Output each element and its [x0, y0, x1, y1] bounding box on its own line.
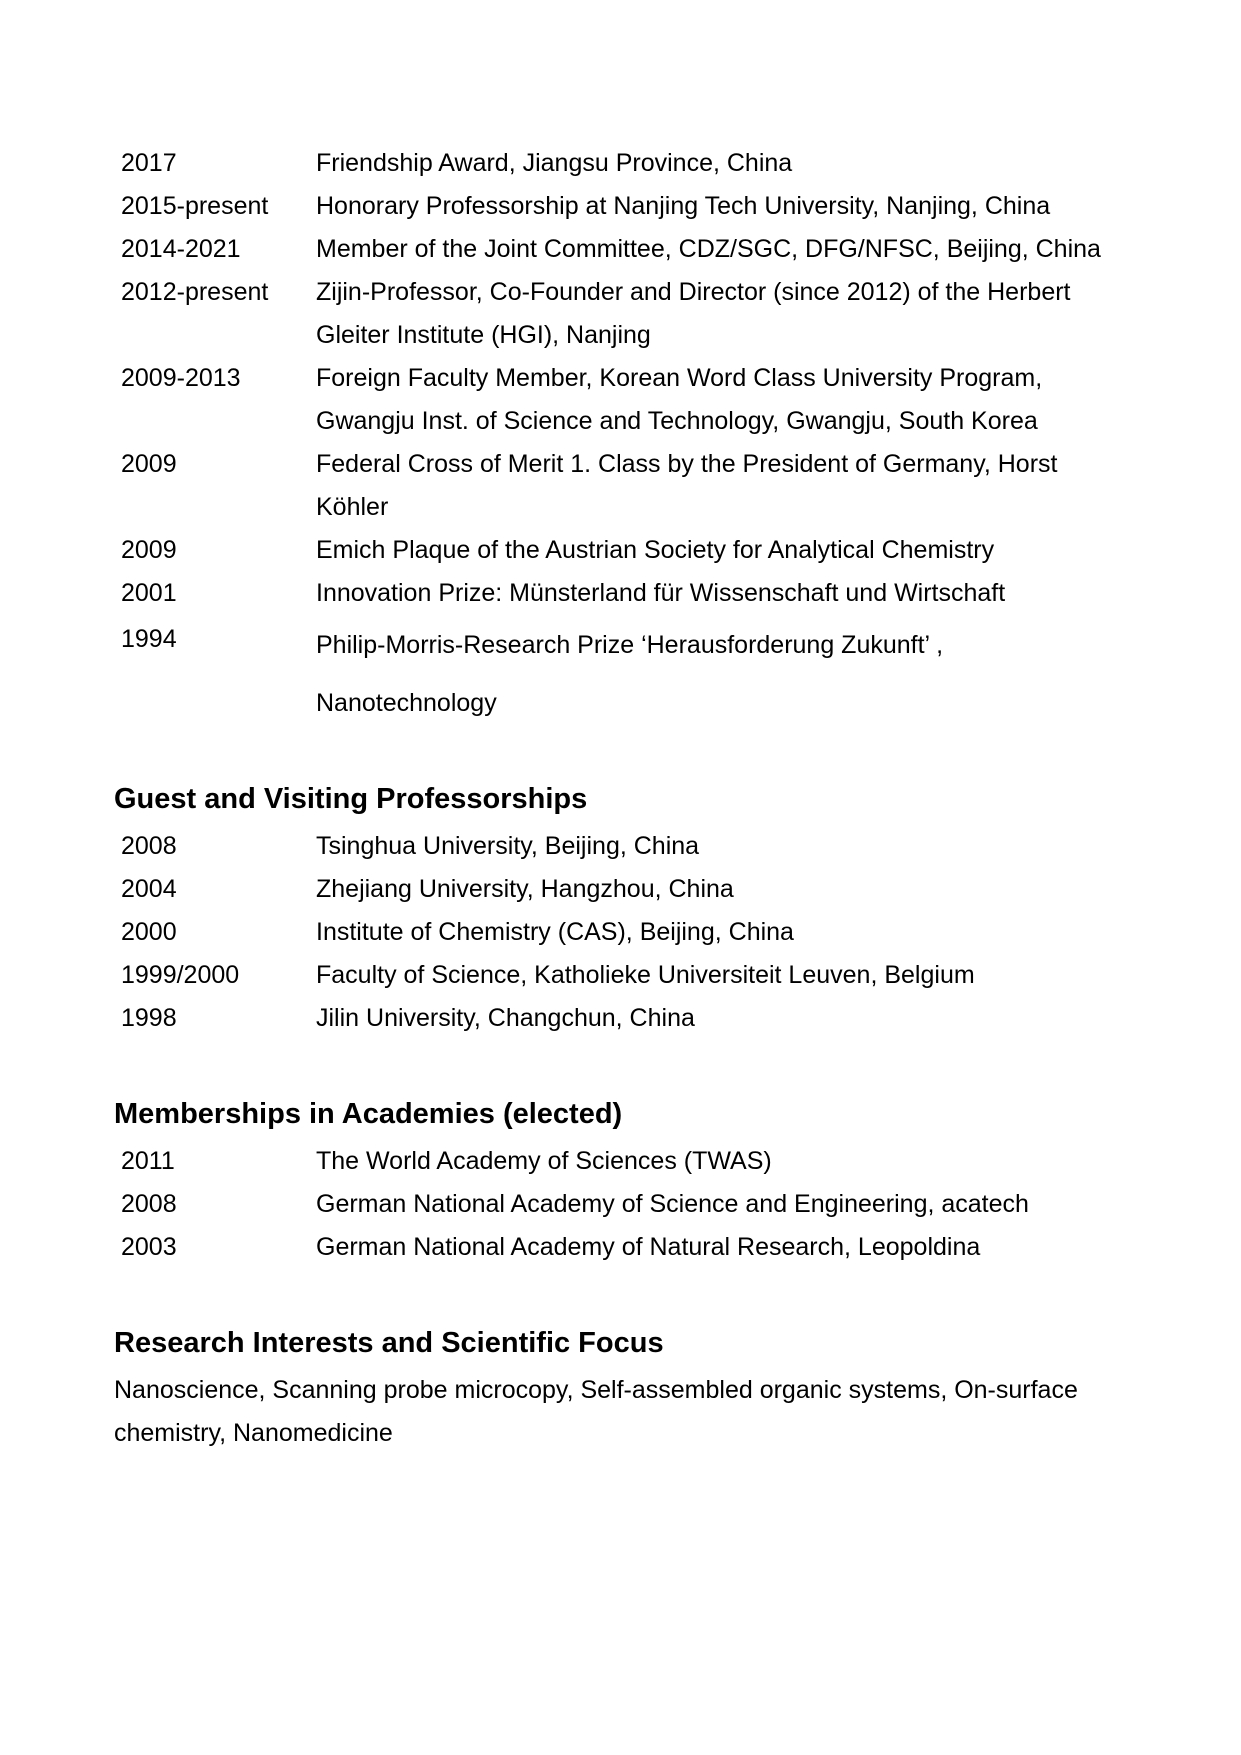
timeline-row — [114, 185, 1211, 228]
entry-year: 2008 — [121, 1190, 177, 1218]
entry-description — [316, 142, 1211, 185]
entry-description — [316, 624, 1211, 725]
entry-description — [316, 868, 1211, 911]
entry-description — [316, 185, 1211, 228]
entry-description-line: Zhejiang University, Hangzhou, China — [316, 875, 734, 903]
entry-description — [316, 825, 1211, 868]
entry-year: 2000 — [121, 918, 177, 946]
entry-description-line: German National Academy of Science and Engineering, acatech — [316, 1190, 1029, 1218]
entry-year: 2015-present — [121, 192, 269, 220]
entry-year: 1999/2000 — [121, 961, 240, 989]
entry-year: 2017 — [121, 149, 177, 177]
timeline-row — [114, 624, 1211, 725]
entry-description-line: Tsinghua University, Beijing, China — [316, 832, 700, 860]
section-awards-continued — [114, 142, 1211, 725]
section-heading: Memberships in Academies (elected) — [114, 1098, 623, 1130]
entry-description-line: Philip-Morris-Research Prize ‘Herausforderung Zukunft’ , — [316, 631, 944, 659]
entry-description-line: Member of the Joint Committee, CDZ/SGC, DFG/NFSC, Beijing, China — [316, 235, 1101, 263]
entry-description — [316, 271, 1211, 357]
entry-description — [316, 997, 1211, 1040]
entry-year: 2012-present — [121, 278, 269, 306]
entry-description-line: Jilin University, Changchun, China — [316, 1004, 695, 1032]
paragraph-line: chemistry, Nanomedicine — [114, 1419, 393, 1447]
entry-year: 2009 — [121, 450, 177, 478]
entry-description-line: Honorary Professorship at Nanjing Tech University, Nanjing, China — [316, 192, 1051, 220]
entry-description-line: Gleiter Institute (HGI), Nanjing — [316, 321, 651, 349]
entry-year: 2014-2021 — [121, 235, 241, 263]
timeline-row — [114, 911, 1211, 954]
entry-description — [316, 228, 1211, 271]
entry-description — [316, 1140, 1211, 1183]
entry-description — [316, 1183, 1211, 1226]
entry-description-line: Foreign Faculty Member, Korean Word Class University Program, — [316, 364, 1043, 392]
entry-description — [316, 357, 1211, 443]
entry-description-line: Federal Cross of Merit 1. Class by the President of Germany, Horst — [316, 450, 1058, 478]
entry-year: 2008 — [121, 832, 177, 860]
entry-description — [316, 1226, 1211, 1269]
timeline-row — [114, 357, 1211, 443]
entry-description-line: Innovation Prize: Münsterland für Wissenschaft und Wirtschaft — [316, 579, 1006, 607]
entry-description-line: Zijin-Professor, Co-Founder and Director (since 2012) of the Herbert — [316, 278, 1071, 306]
timeline-row — [114, 443, 1211, 529]
timeline-row — [114, 868, 1211, 911]
entry-year: 1998 — [121, 1004, 177, 1032]
timeline-row — [114, 954, 1211, 997]
timeline-row — [114, 271, 1211, 357]
entry-description — [316, 529, 1211, 572]
entry-description — [316, 911, 1211, 954]
timeline-row — [114, 228, 1211, 271]
section-heading: Research Interests and Scientific Focus — [114, 1327, 664, 1359]
entry-description-line: Institute of Chemistry (CAS), Beijing, China — [316, 918, 794, 946]
entry-description-line: Köhler — [316, 493, 389, 521]
entry-year: 1994 — [121, 625, 177, 653]
timeline-row — [114, 825, 1211, 868]
paragraph-line: Nanoscience, Scanning probe microcopy, Self-assembled organic systems, On-surface — [114, 1376, 1078, 1404]
entry-year: 2009 — [121, 536, 177, 564]
entry-description-line: German National Academy of Natural Research, Leopoldina — [316, 1233, 981, 1261]
entry-description-line: Emich Plaque of the Austrian Society for Analytical Chemistry — [316, 536, 995, 564]
section-research-interests — [114, 1325, 1211, 1455]
timeline-row — [114, 1183, 1211, 1226]
timeline-row — [114, 529, 1211, 572]
entry-description — [316, 443, 1211, 529]
entry-year: 2009-2013 — [121, 364, 241, 392]
section-memberships-academies — [114, 1096, 1211, 1269]
entry-description-line: Nanotechnology — [316, 689, 497, 717]
entry-description-line: Faculty of Science, Katholieke Universiteit Leuven, Belgium — [316, 961, 975, 989]
entry-year: 2003 — [121, 1233, 177, 1261]
section-heading: Guest and Visiting Professorships — [114, 783, 588, 815]
entry-description-line: The World Academy of Sciences (TWAS) — [316, 1147, 772, 1175]
entry-year: 2011 — [121, 1147, 175, 1175]
timeline-row — [114, 997, 1211, 1040]
entry-description-line: Gwangju Inst. of Science and Technology, Gwangju, South Korea — [316, 407, 1038, 435]
section-guest-visiting-professorships — [114, 781, 1211, 1040]
timeline-row — [114, 142, 1211, 185]
entry-description — [316, 572, 1211, 615]
entry-year: 2001 — [121, 579, 177, 607]
entry-description — [316, 954, 1211, 997]
timeline-row — [114, 1140, 1211, 1183]
timeline-row — [114, 1226, 1211, 1269]
entry-description-line: Friendship Award, Jiangsu Province, China — [316, 149, 793, 177]
entry-year: 2004 — [121, 875, 177, 903]
timeline-row — [114, 572, 1211, 615]
